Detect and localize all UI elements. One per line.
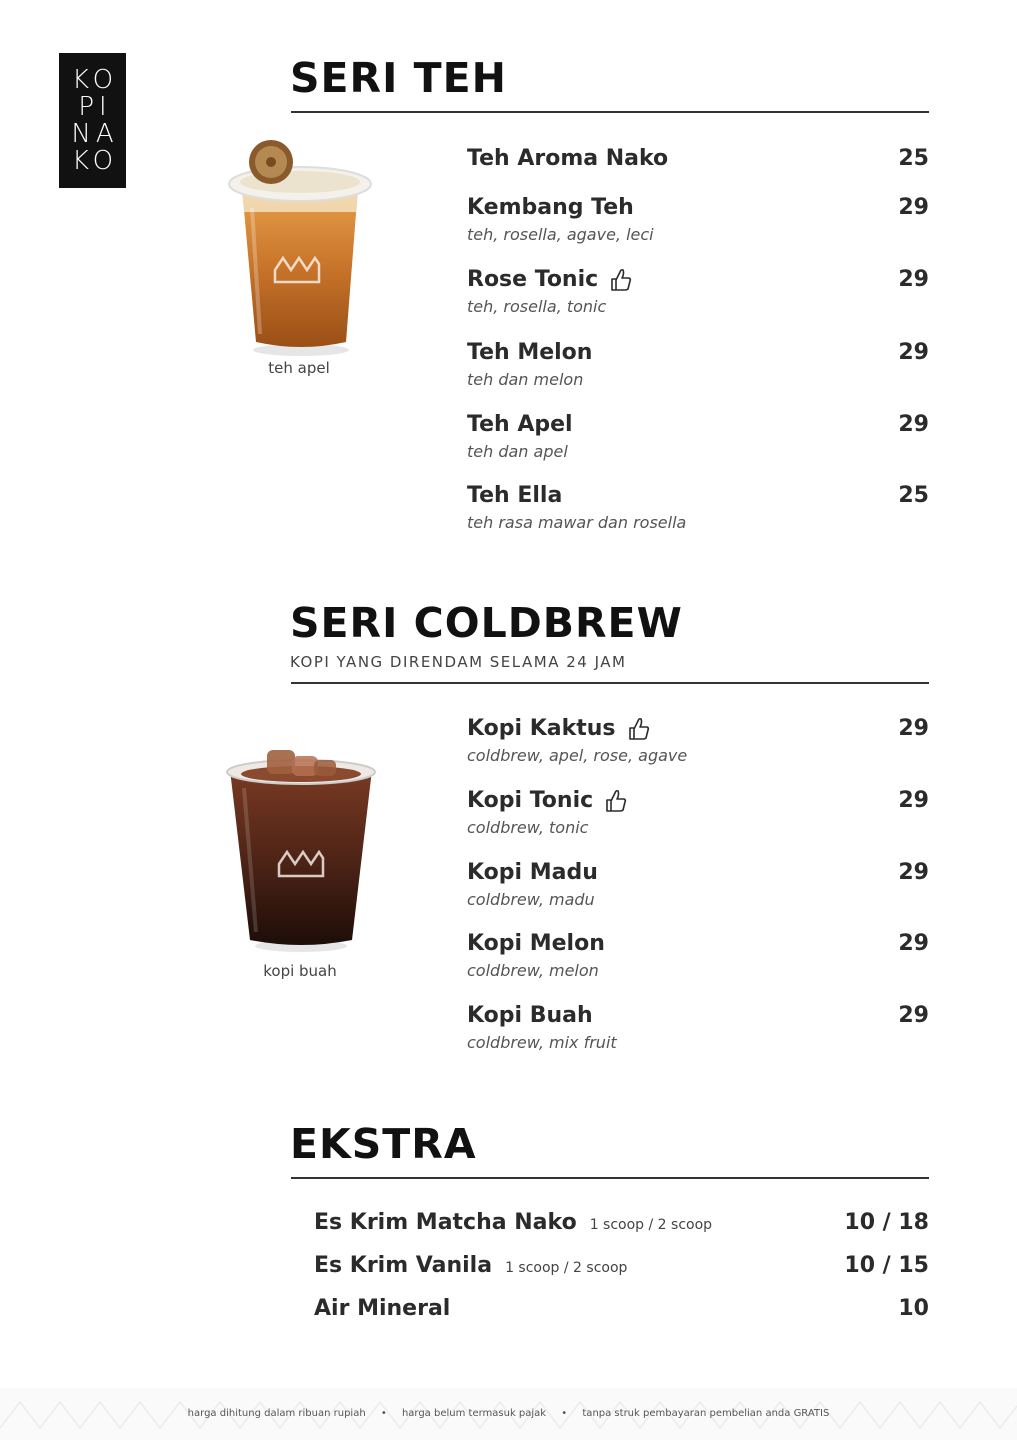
item-name: Teh Ella — [467, 483, 563, 508]
item-name: Kopi Madu — [467, 860, 598, 885]
menu-item — [467, 340, 929, 390]
item-name: Rose Tonic — [467, 267, 599, 292]
thumbs-up-icon — [605, 789, 627, 813]
footer-separator: • — [561, 1408, 568, 1419]
item-name-row — [467, 716, 650, 742]
item-price: 29 — [898, 716, 929, 741]
menu-item — [467, 267, 929, 317]
menu-item — [467, 1003, 929, 1053]
item-name: Teh Aroma Nako — [467, 146, 669, 171]
item-price: 25 — [898, 483, 929, 508]
item-name: Teh Melon — [467, 340, 593, 365]
section-title-ekstra: EKSTRA — [290, 1120, 477, 1168]
logo-line-3: NA — [71, 118, 119, 149]
extra-item — [314, 1296, 929, 1321]
extra-name: Es Krim Matcha Nako — [314, 1210, 577, 1235]
extra-item — [314, 1210, 929, 1235]
item-price: 29 — [898, 931, 929, 956]
section-divider — [291, 682, 929, 684]
thumbs-up-icon — [628, 717, 650, 741]
item-description: coldbrew, melon — [467, 961, 599, 980]
item-price: 29 — [898, 860, 929, 885]
item-description: teh rasa mawar dan rosella — [467, 513, 687, 532]
item-description: coldbrew, mix fruit — [467, 1033, 617, 1052]
item-price: 29 — [898, 788, 929, 813]
item-price: 29 — [898, 267, 929, 292]
item-price: 29 — [898, 195, 929, 220]
footer-note: harga dihitung dalam ribuan rupiah — [187, 1408, 366, 1419]
extra-price: 10 / 18 — [844, 1210, 929, 1235]
item-name: Kopi Buah — [467, 1003, 593, 1028]
logo-line-1: KO — [71, 64, 119, 95]
logo-line-2: PI — [78, 91, 112, 122]
extra-name: Air Mineral — [314, 1296, 451, 1321]
item-price: 29 — [898, 340, 929, 365]
item-description: teh, rosella, tonic — [467, 297, 607, 316]
section-subtitle: KOPI YANG DIRENDAM SELAMA 24 JAM — [290, 653, 627, 671]
item-name-row — [467, 267, 632, 293]
extra-name: Es Krim Vanila — [314, 1253, 493, 1278]
footer-notes — [0, 1408, 1017, 1419]
extra-price: 10 / 15 — [844, 1253, 929, 1278]
logo-line-4: KO — [71, 145, 119, 176]
item-name-row — [467, 788, 627, 814]
coldbrew-photo-caption: kopi buah — [263, 962, 337, 980]
menu-item — [467, 860, 929, 910]
thumbs-up-icon — [610, 268, 632, 292]
item-price: 25 — [898, 146, 929, 171]
teh-photo-caption: teh apel — [268, 359, 330, 377]
item-name: Kopi Kaktus — [467, 716, 616, 741]
item-description: teh dan melon — [467, 370, 584, 389]
extra-note: 1 scoop / 2 scoop — [505, 1260, 628, 1276]
menu-item — [467, 412, 929, 462]
footer-separator: • — [380, 1408, 387, 1419]
section-title-teh: SERI TEH — [290, 54, 507, 102]
item-description: coldbrew, tonic — [467, 818, 589, 837]
item-description: teh dan apel — [467, 442, 568, 461]
item-name: Kopi Melon — [467, 931, 605, 956]
kopi-buah-photo — [222, 748, 380, 954]
menu-item — [467, 195, 929, 245]
menu-item — [467, 788, 929, 838]
footer-note: harga belum termasuk pajak — [401, 1408, 547, 1419]
extra-item — [314, 1253, 929, 1278]
section-divider — [291, 1177, 929, 1179]
item-description: coldbrew, apel, rose, agave — [467, 746, 688, 765]
menu-item — [467, 716, 929, 766]
teh-apel-photo — [222, 138, 380, 360]
item-name: Kembang Teh — [467, 195, 634, 220]
item-name: Teh Apel — [467, 412, 573, 437]
extra-note: 1 scoop / 2 scoop — [589, 1217, 713, 1233]
section-divider — [291, 111, 929, 113]
item-description: coldbrew, madu — [467, 890, 595, 909]
item-price: 29 — [898, 412, 929, 437]
brand-logo — [59, 53, 126, 188]
extra-price: 10 — [898, 1296, 929, 1321]
item-name: Kopi Tonic — [467, 788, 594, 813]
item-price: 29 — [898, 1003, 929, 1028]
footer-note: tanpa struk pembayaran pembelian anda GRATIS — [582, 1408, 830, 1419]
menu-item — [467, 483, 929, 533]
section-title-coldbrew: SERI COLDBREW — [290, 599, 683, 647]
menu-item — [467, 931, 929, 981]
menu-item — [467, 146, 929, 172]
item-description: teh, rosella, agave, leci — [467, 225, 654, 244]
